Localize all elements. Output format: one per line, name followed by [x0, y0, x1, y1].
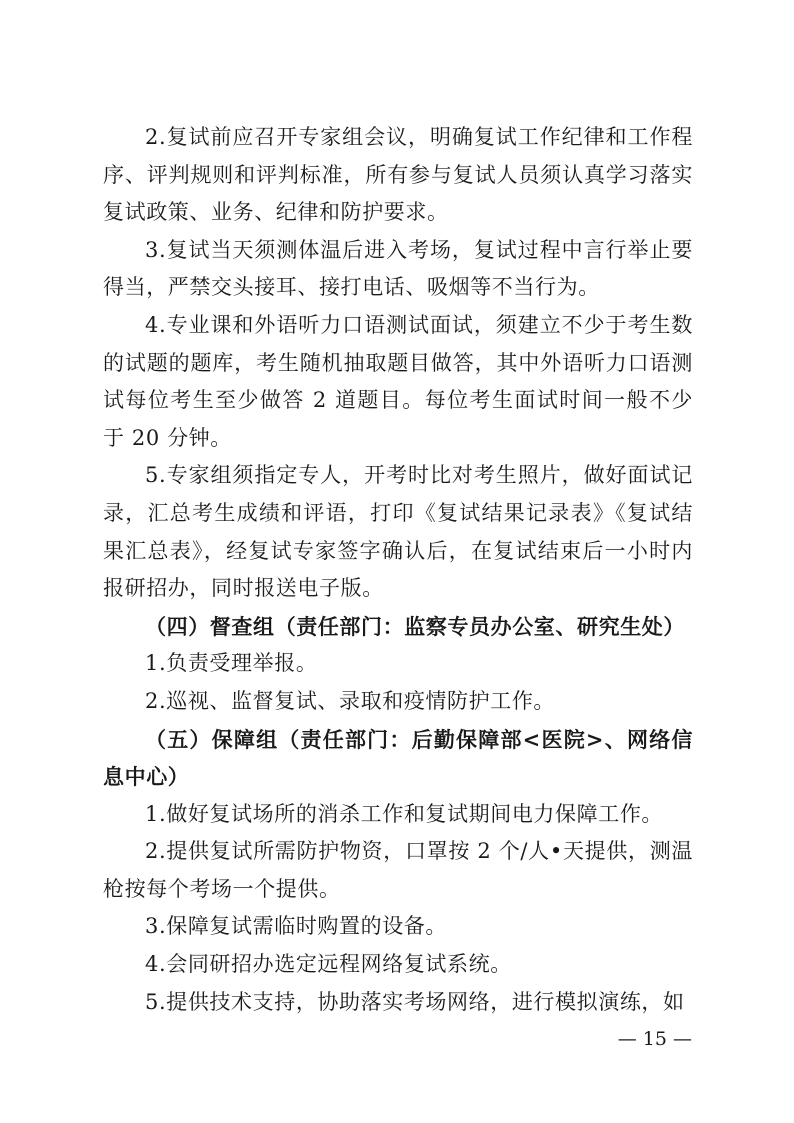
paragraph-inspection: 2.巡视、监督复试、录取和疫情防护工作。 [145, 688, 556, 713]
paragraph-remote-system: 4.会同研招办选定远程网络复试系统。 [145, 952, 512, 977]
heading-support-group: （五）保障组（责任部门：后勤保障部<医院>、网络信息中心） [103, 726, 693, 790]
paragraph-technical-support: 5.提供技术支持，协助落实考场网络，进行模拟演练，如 [145, 989, 685, 1014]
paragraph-temperature-check: 3.复试当天须测体温后进入考场，复试过程中言行举止要得当，严禁交头接耳、接打电话、吸烟等不当行为。 [103, 237, 693, 300]
document-body [103, 119, 693, 1021]
paragraph-disinfection: 1.做好复试场所的消杀工作和复试期间电力保障工作。 [145, 801, 664, 826]
heading-supervision-group: （四）督查组（责任部门：监察专员办公室、研究生处） [145, 613, 685, 639]
paragraph-expert-records: 5.专家组须指定专人，开考时比对考生照片，做好面试记录，汇总考生成绩和评语，打印《复试结果记录表》《复试结果汇总表》，经复试专家签字确认后，在复试结束后一小时内报研招办，同时报送电子版。 [103, 463, 693, 601]
paragraph-interview-questions: 4.专业课和外语听力口语测试面试，须建立不少于考生数的试题的题库，考生随机抽取题目做答，其中外语听力口语测试每位考生至少做答 2 道题目。每位考生面试时间一般不少于 20 分钟。 [103, 312, 693, 450]
paragraph-review-meeting: 2.复试前应召开专家组会议，明确复试工作纪律和工作程序、评判规则和评判标准，所有参与复试人员须认真学习落实复试政策、业务、纪律和防护要求。 [103, 125, 693, 225]
page-number: — 15 — [617, 1028, 692, 1050]
paragraph-equipment: 3.保障复试需临时购置的设备。 [145, 914, 448, 939]
paragraph-report-handling: 1.负责受理举报。 [145, 651, 318, 676]
paragraph-protective-supplies: 2.提供复试所需防护物资，口罩按 2 个/人•天提供，测温枪按每个考场一个提供。 [103, 839, 693, 901]
